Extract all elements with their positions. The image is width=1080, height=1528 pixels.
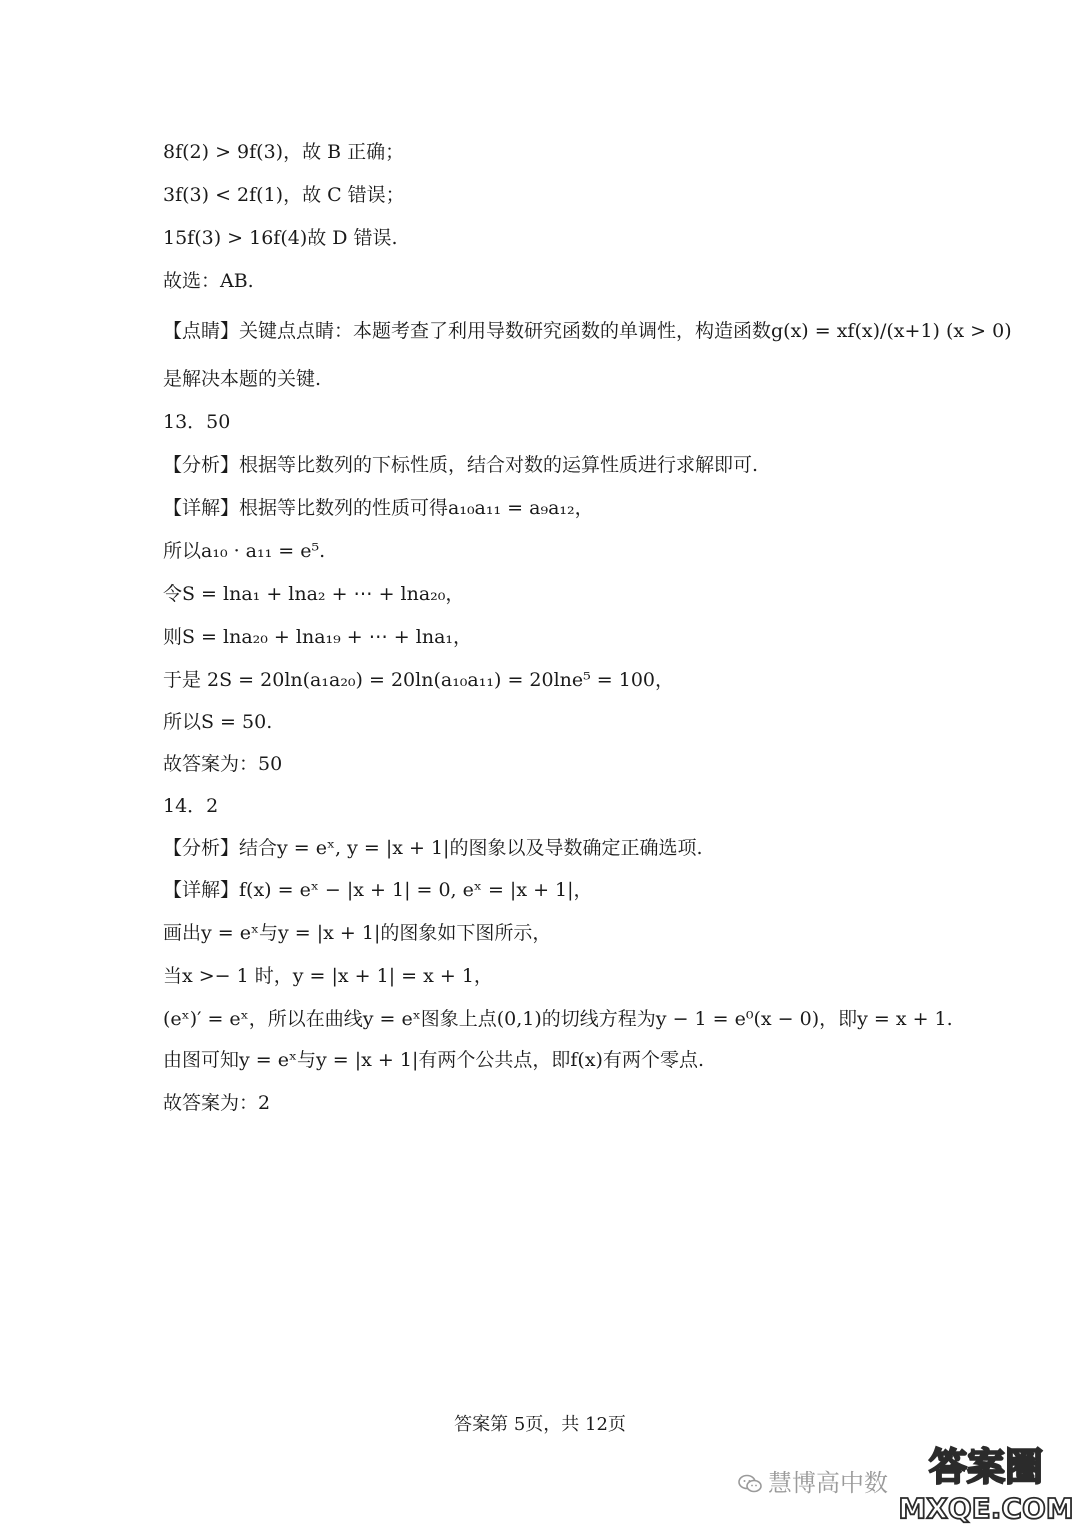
text-line: 【分析】根据等比数列的下标性质，结合对数的运算性质进行求解即可. [163, 454, 759, 476]
logo-text: 答案圈 [928, 1445, 1044, 1489]
watermark-account [738, 1463, 888, 1498]
site-text: MXQE.COM [900, 1492, 1072, 1524]
text-line: (eˣ)′ = eˣ，所以在曲线y = eˣ图象上点(0,1)的切线方程为y − 1 = e⁰(x − 0)，即y = x + 1. [163, 1008, 953, 1030]
text-line: 于是 2S = 20ln(a₁a₂₀) = 20ln(a₁₀a₁₁) = 20lne⁵ = 100， [163, 669, 675, 691]
wechat-icon [738, 1474, 762, 1494]
watermark-logo [900, 1440, 1072, 1524]
text-line: 【详解】根据等比数列的性质可得a₁₀a₁₁ = a₉a₁₂， [163, 497, 594, 519]
text-line: 故选：AB. [163, 270, 254, 292]
text-line: 故答案为：2 [163, 1092, 271, 1114]
text-line: 由图可知y = eˣ与y = |x + 1|有两个公共点，即f(x)有两个零点. [163, 1049, 704, 1071]
text-line: 所以a₁₀ · a₁₁ = e⁵. [163, 540, 326, 562]
text-line: 15f(3) > 16f(4)故 D 错误. [163, 227, 398, 249]
text-line: 当x >− 1 时，y = |x + 1| = x + 1， [163, 965, 493, 987]
question-number: 13．50 [163, 411, 231, 433]
text-line: 【详解】f(x) = eˣ − |x + 1| = 0, eˣ = |x + 1|， [163, 879, 593, 901]
text-line: 故答案为：50 [163, 753, 283, 775]
text-line: 是解决本题的关键. [163, 368, 322, 390]
question-number: 14．2 [163, 795, 219, 817]
watermark-account-name: 慧博高中数 [768, 1469, 888, 1497]
text-line: 所以S = 50. [163, 711, 273, 733]
text-line: 令S = lna₁ + lna₂ + ⋯ + lna₂₀， [163, 583, 465, 605]
text-line: 画出y = eˣ与y = |x + 1|的图象如下图所示， [163, 922, 552, 944]
text-line: 【分析】结合y = eˣ, y = |x + 1|的图象以及导数确定正确选项. [163, 837, 703, 859]
text-line: 8f(2) > 9f(3)，故 B 正确； [163, 141, 405, 163]
text-line: 【点睛】关键点点睛：本题考查了利用导数研究函数的单调性，构造函数g(x) = xf(x)/(x+1) (x > 0) [163, 320, 1012, 342]
text-line: 3f(3) < 2f(1)，故 C 错误； [163, 184, 405, 206]
text-line: 则S = lna₂₀ + lna₁₉ + ⋯ + lna₁， [163, 626, 473, 648]
page-footer: 答案第 5页，共 12页 [454, 1414, 626, 1435]
